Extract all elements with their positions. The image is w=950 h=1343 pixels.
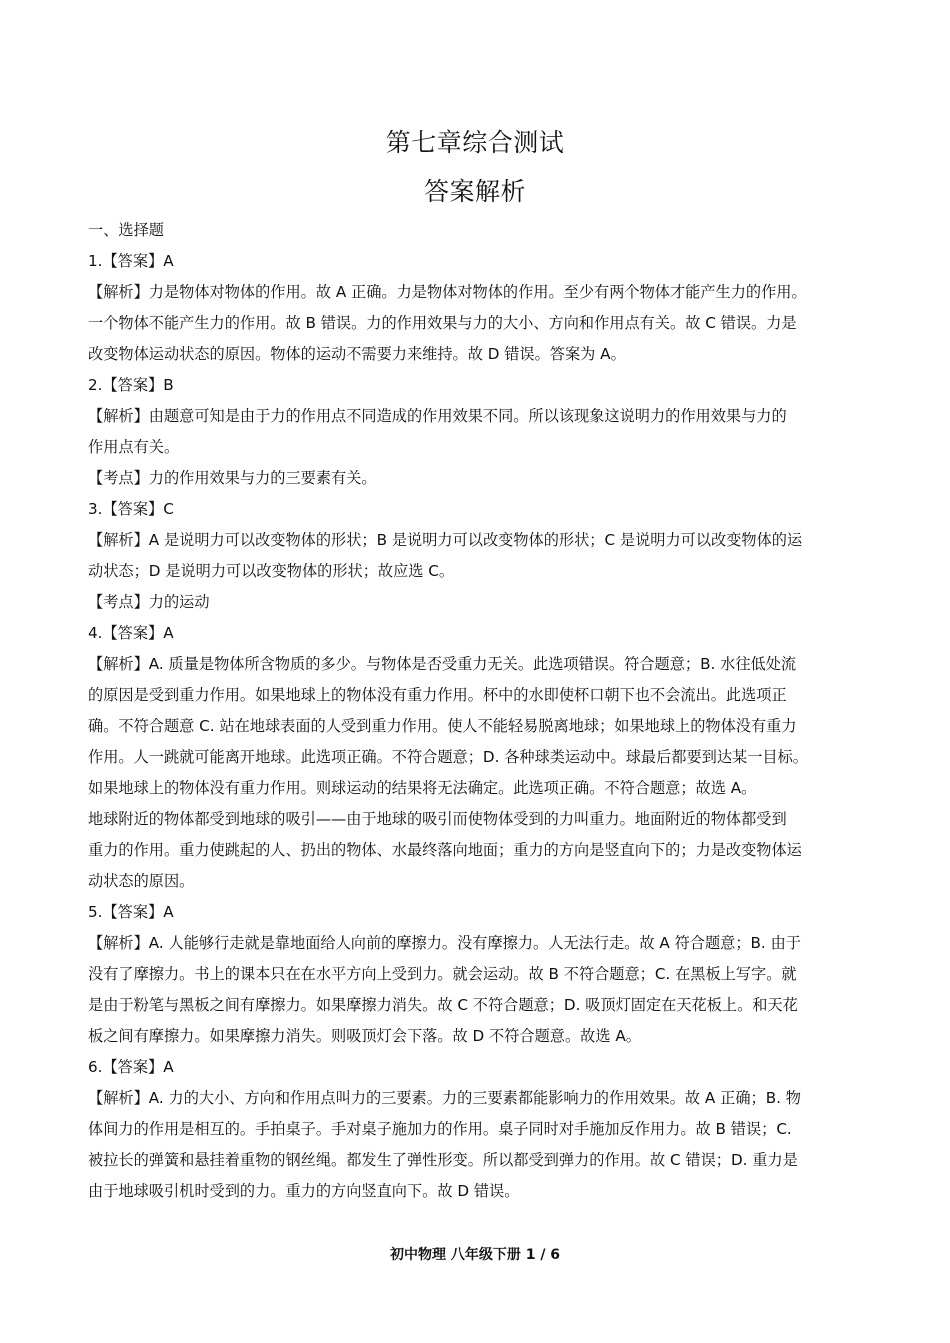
analysis-1-line-1: 【解析】力是物体对物体的作用。故 A 正确。力是物体对物体的作用。至少有两个物体才能产生力的作用。	[88, 283, 807, 301]
answer-2: 2.【答案】B	[88, 376, 174, 394]
analysis-6-line-3: 被拉长的弹簧和悬挂着重物的钢丝绳。都发生了弹性形变。所以都受到弹力的作用。故 C 错误；D. 重力是	[88, 1151, 798, 1169]
analysis-4-line-8: 动状态的原因。	[88, 872, 195, 890]
analysis-4-line-5: 如果地球上的物体没有重力作用。则球运动的结果将无法确定。此选项正确。不符合题意；故选 A。	[88, 779, 757, 797]
page-title: 第七章综合测试	[385, 128, 565, 157]
analysis-6-line-4: 由于地球吸引机时受到的力。重力的方向竖直向下。故 D 错误。	[88, 1182, 520, 1200]
analysis-2-line-2: 作用点有关。	[88, 438, 180, 456]
analysis-4-line-1: 【解析】A. 质量是物体所含物质的多少。与物体是否受重力无关。此选项错误。符合题意；B. 水往低处流	[88, 655, 797, 673]
key-point-2: 【考点】力的作用效果与力的三要素有关。	[88, 469, 377, 487]
answer-5: 5.【答案】A	[88, 903, 174, 921]
analysis-5-line-3: 是由于粉笔与黑板之间有摩擦力。如果摩擦力消失。故 C 不符合题意；D. 吸顶灯固定在天花板上。和天花	[88, 996, 798, 1014]
key-point-3: 【考点】力的运动	[88, 593, 210, 611]
analysis-1-line-3: 改变物体运动状态的原因。物体的运动不需要力来维持。故 D 错误。答案为 A。	[88, 345, 626, 363]
answer-4: 4.【答案】A	[88, 624, 174, 642]
page-footer: 初中物理 八年级下册 1 / 6	[389, 1247, 561, 1263]
section-heading: 一、选择题	[88, 221, 164, 239]
analysis-5-line-2: 没有了摩擦力。书上的课本只在在水平方向上受到力。就会运动。故 B 不符合题意；C. 在黑板上写字。就	[88, 965, 797, 983]
analysis-4-line-3: 确。不符合题意 C. 站在地球表面的人受到重力作用。使人不能轻易脱离地球；如果地球上的物体没有重力	[88, 717, 797, 735]
analysis-1-line-2: 一个物体不能产生力的作用。故 B 错误。力的作用效果与力的大小、方向和作用点有关。故 C 错误。力是	[88, 314, 797, 332]
analysis-4-line-2: 的原因是受到重力作用。如果地球上的物体没有重力作用。杯中的水即使杯口朝下也不会流出。此选项正	[88, 686, 787, 704]
analysis-6-line-1: 【解析】A. 力的大小、方向和作用点叫力的三要素。力的三要素都能影响力的作用效果。故 A 正确；B. 物	[88, 1089, 801, 1107]
page-subtitle: 答案解析	[423, 177, 526, 206]
analysis-4-line-4: 作用。人一跳就可能离开地球。此选项正确。不符合题意；D. 各种球类运动中。球最后都要到达某一目标。	[88, 748, 808, 766]
analysis-3-line-1: 【解析】A 是说明力可以改变物体的形状；B 是说明力可以改变物体的形状；C 是说明力可以改变物体的运	[88, 531, 803, 549]
analysis-2-line-1: 【解析】由题意可知是由于力的作用点不同造成的作用效果不同。所以该现象这说明力的作用效果与力的	[88, 407, 787, 425]
analysis-5-line-4: 板之间有摩擦力。如果摩擦力消失。则吸顶灯会下落。故 D 不符合题意。故选 A。	[88, 1027, 641, 1045]
answer-3: 3.【答案】C	[88, 500, 174, 518]
analysis-5-line-1: 【解析】A. 人能够行走就是靠地面给人向前的摩擦力。没有摩擦力。人无法行走。故 A 符合题意；B. 由于	[88, 934, 801, 952]
analysis-4-line-6: 地球附近的物体都受到地球的吸引——由于地球的吸引而使物体受到的力叫重力。地面附近的物体都受到	[88, 810, 787, 828]
analysis-6-line-2: 体间力的作用是相互的。手拍桌子。手对桌子施加力的作用。桌子同时对手施加反作用力。故 B 错误；C.	[88, 1120, 792, 1138]
analysis-4-line-7: 重力的作用。重力使跳起的人、扔出的物体、水最终落向地面；重力的方向是竖直向下的；力是改变物体运	[88, 841, 802, 859]
answer-1: 1.【答案】A	[88, 252, 174, 270]
document-body	[88, 215, 868, 1207]
answer-6: 6.【答案】A	[88, 1058, 174, 1076]
analysis-3-line-2: 动状态；D 是说明力可以改变物体的形状；故应选 C。	[88, 562, 455, 580]
